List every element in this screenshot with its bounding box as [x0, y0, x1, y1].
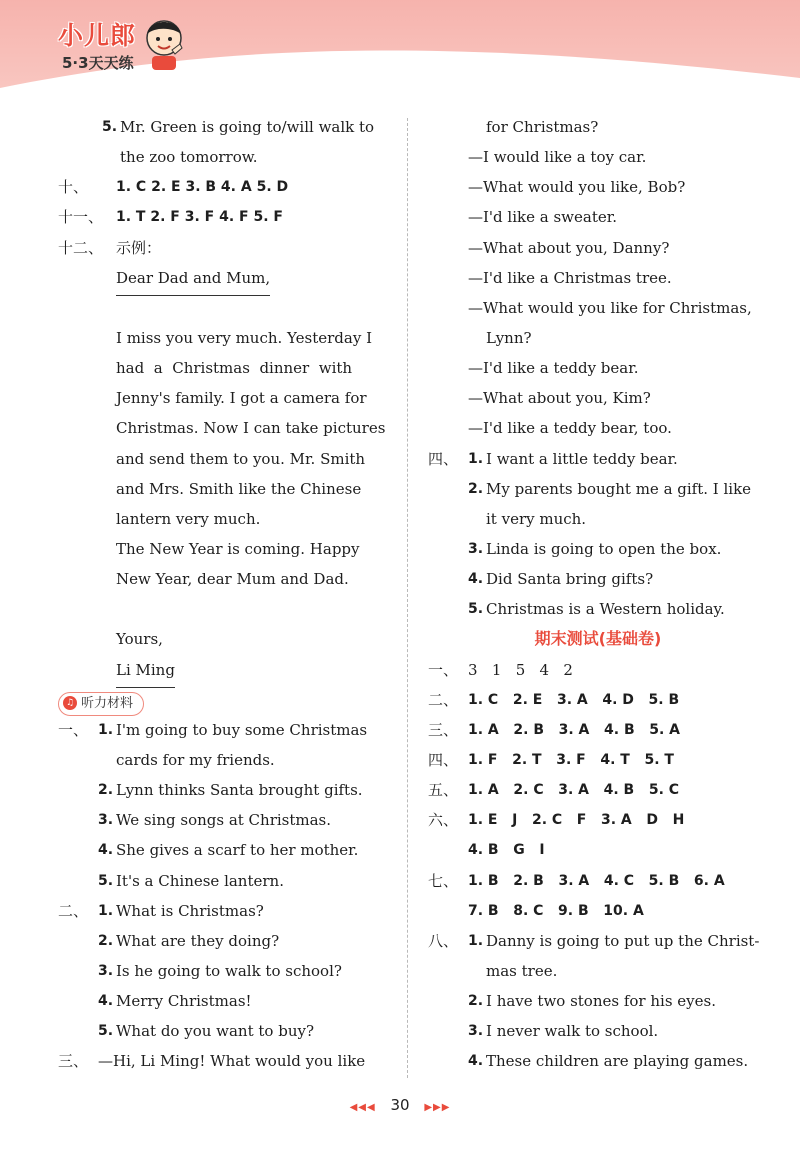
letter-salutation: Dear Dad and Mum, — [58, 263, 398, 293]
letter-body-line: lantern very much. — [116, 509, 261, 528]
transcript-line: 5. What do you want to buy? — [98, 1022, 314, 1041]
transcript-line: —What would you like, Bob? — [468, 178, 686, 197]
letter-signature: Li Ming — [58, 655, 398, 685]
series-name: 5·3天天练 — [62, 54, 134, 72]
answer-line: 四、 1. F 2. T 3. F 4. T 5. T — [428, 750, 674, 769]
transcript-line: —What would you like for Christmas, — [468, 298, 752, 317]
transcript-line: 2. What are they doing? — [98, 931, 280, 950]
answer-line: 三、 1. A 2. B 3. A 4. B 5. A — [428, 720, 681, 739]
page-footer — [0, 1096, 800, 1114]
transcript-line: 3. Is he going to walk to school? — [98, 961, 342, 980]
answer-line: 七、 1. B 2. B 3. A 4. C 5. B 6. A — [428, 871, 725, 890]
answer-line: mas tree. — [486, 961, 558, 980]
letter-body-line: Jenny's family. I got a camera for — [116, 389, 367, 408]
left-column — [58, 112, 398, 1077]
transcript-line: 四、 1. I want a little teddy bear. — [428, 449, 678, 468]
answer-line: 一、 3 1 5 4 2 — [428, 660, 573, 679]
transcript-line: 5. Christmas is a Western holiday. — [468, 600, 725, 619]
answer-line: 7. B 8. C 9. B 10. A — [468, 902, 644, 919]
transcript-line: 2. Lynn thinks Santa brought gifts. — [98, 781, 363, 800]
letter-body-line: New Year, dear Mum and Dad. — [116, 570, 349, 589]
transcript-line: cards for my friends. — [116, 750, 275, 769]
transcript-line: —What about you, Kim? — [468, 389, 651, 408]
transcript-line: 4. Did Santa bring gifts? — [468, 570, 654, 589]
answer-line: 十二、 示例： — [58, 238, 162, 257]
transcript-line: —I'd like a sweater. — [468, 208, 618, 227]
transcript-line: it very much. — [486, 509, 587, 528]
transcript-line: —I'd like a Christmas tree. — [468, 268, 672, 287]
headphones-icon: ♫ — [63, 696, 77, 710]
transcript-line: 4. Merry Christmas! — [98, 992, 252, 1011]
blank-line — [58, 594, 398, 624]
transcript-line: for Christmas? — [486, 118, 599, 136]
column-divider — [407, 118, 408, 1078]
transcript-line: —I'd like a teddy bear, too. — [468, 419, 672, 438]
transcript-line: 4. She gives a scarf to her mother. — [98, 841, 359, 860]
answer-line: 3. I never walk to school. — [468, 1022, 659, 1041]
answer-line: 五、 1. A 2. C 3. A 4. B 5. C — [428, 781, 680, 800]
listening-material-tag: ♫ 听力材料 — [58, 685, 398, 715]
page-number: 30 — [390, 1096, 410, 1114]
mascot-boy-icon — [140, 14, 188, 72]
answer-line: 5. Mr. Green is going to/will walk to — [102, 118, 375, 136]
answer-line: the zoo tomorrow. — [120, 148, 258, 167]
transcript-line: —I would like a toy car. — [468, 148, 647, 167]
transcript-line: Lynn? — [486, 328, 532, 347]
answer-line: 2. I have two stones for his eyes. — [468, 992, 716, 1011]
blank-line — [58, 293, 398, 323]
section-title: 期末测试(基础卷) — [534, 629, 662, 649]
transcript-line: 三、 —Hi, Li Ming! What would you like — [58, 1052, 366, 1071]
answer-line: 二、 1. C 2. E 3. A 4. D 5. B — [428, 690, 680, 709]
transcript-line: —I'd like a teddy bear. — [468, 359, 639, 378]
prev-arrows-icon: ◀◀◀ — [349, 1102, 376, 1113]
transcript-line: 二、 1. What is Christmas? — [58, 901, 264, 920]
letter-body-line: and send them to you. Mr. Smith — [116, 449, 366, 468]
letter-body-line: I miss you very much. Yesterday I — [116, 328, 373, 347]
letter-body-line: The New Year is coming. Happy — [116, 539, 360, 558]
transcript-line: 3. Linda is going to open the box. — [468, 539, 722, 558]
answer-line: 六、 1. E J 2. C F 3. A D H — [428, 811, 685, 830]
brand-logo: 小儿郎 — [58, 21, 137, 50]
transcript-line: 一、 1. I'm going to buy some Christmas — [58, 720, 368, 739]
transcript-line: 2. My parents bought me a gift. I like — [468, 479, 752, 498]
answer-line: 4. These children are playing games. — [468, 1052, 749, 1071]
letter-body-line: and Mrs. Smith like the Chinese — [116, 479, 362, 498]
right-column — [428, 112, 768, 1077]
answer-line: 八、 1. Danny is going to put up the Christ- — [428, 931, 760, 950]
answer-line: 十一、 1. T 2. F 3. F 4. F 5. F — [58, 208, 283, 227]
transcript-line: 3. We sing songs at Christmas. — [98, 811, 332, 830]
transcript-line: —What about you, Danny? — [468, 238, 670, 257]
letter-body-line: Christmas. Now I can take pictures — [116, 419, 386, 438]
answer-line: 十、 1. C 2. E 3. B 4. A 5. D — [58, 178, 289, 197]
next-arrows-icon: ▶▶▶ — [424, 1102, 451, 1113]
letter-closing: Yours, — [116, 630, 163, 649]
letter-body-line: had a Christmas dinner with — [116, 359, 353, 378]
transcript-line: 5. It's a Chinese lantern. — [98, 871, 284, 890]
answer-line: 4. B G I — [468, 842, 545, 859]
